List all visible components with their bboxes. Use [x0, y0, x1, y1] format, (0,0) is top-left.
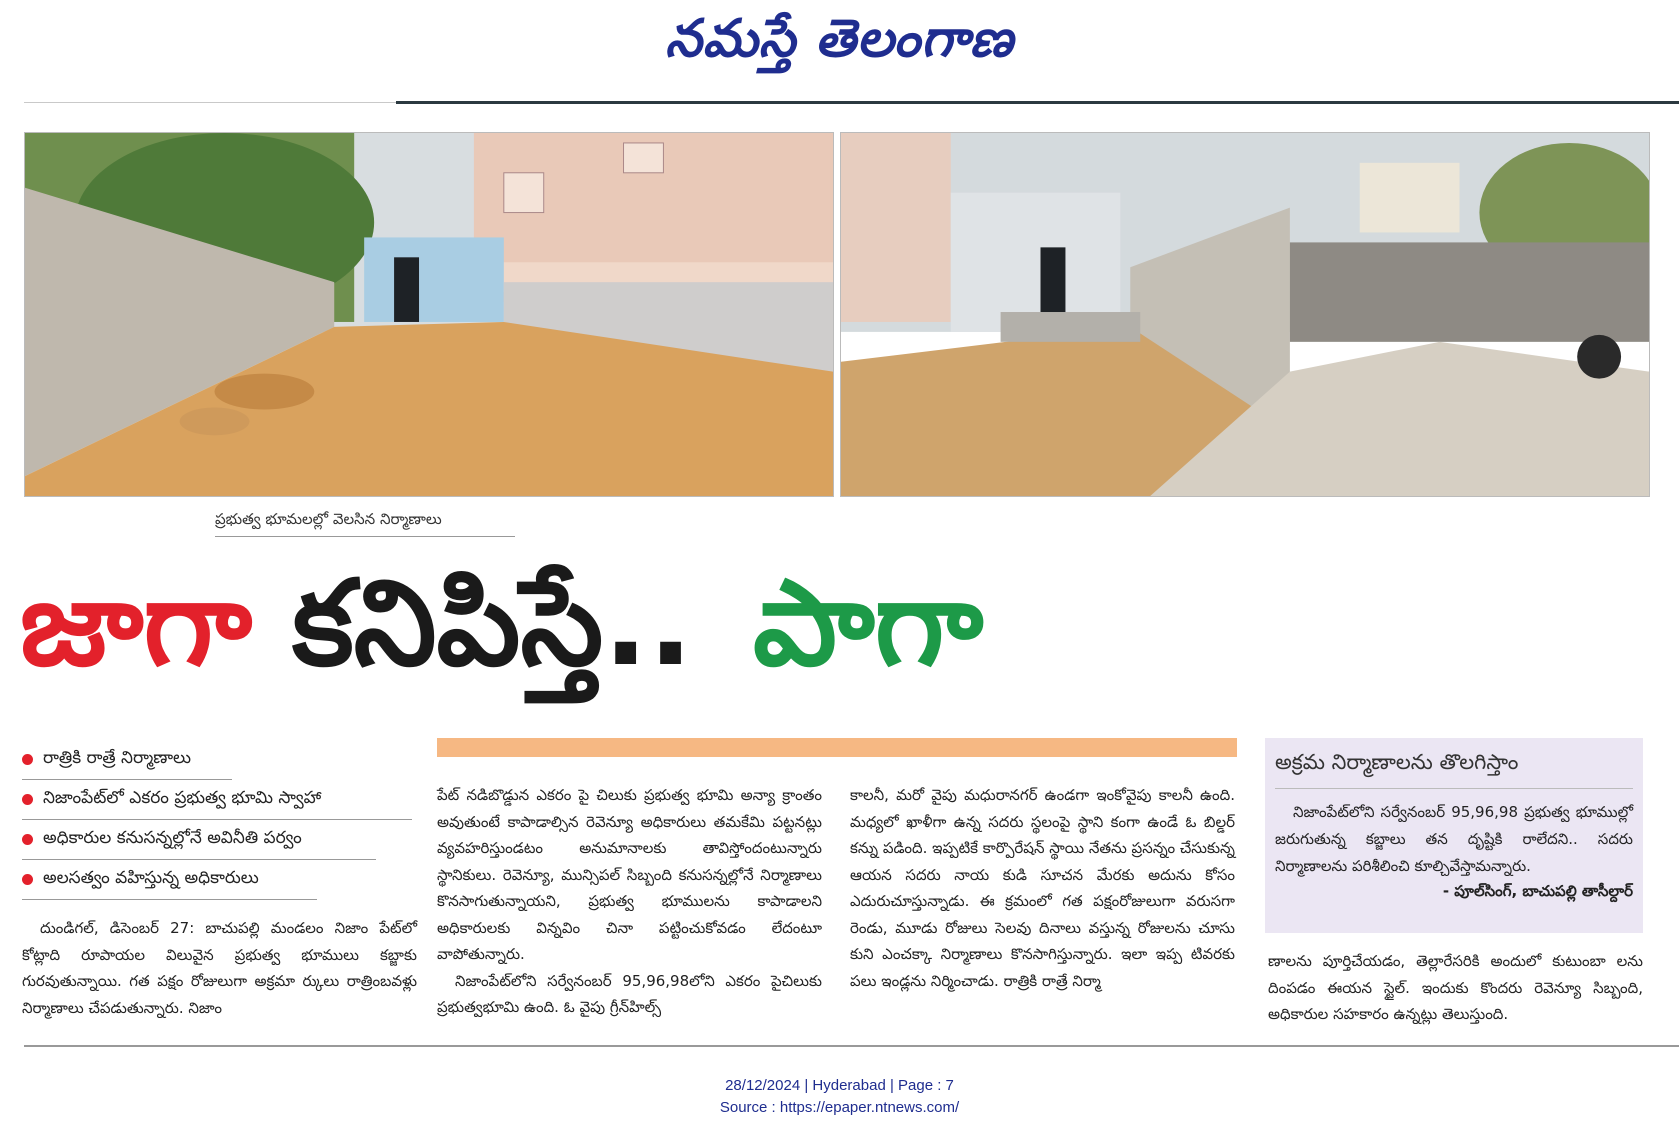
article-paragraph: కాలనీ, మరో వైపు మధురానగర్ ఉండగా ఇంకోవైపు కాలనీ ఉంది. మధ్యలో ఖాళీగా ఉన్న సదరు స్థలంపై స్థాని కంగా ఉండే ఓ బిల్డర్ కన్ను పడింది. ఇప్పటికే కార్పొరేషన్ స్థాయి నేతను ప్రసన్నం చేసుకున్న ఆయన సదరు నాయ కుడి సూచన మేరకు అదును కోసం ఎదురుచూస్తున్నాడు. ఈ క్రమంలో గత పక్షంరోజులుగా వరుసగా రెండు, మూడు రోజులు సెలవు దినాలు వస్తున్న రోజులను చూసు కుని ఎంచక్కా నిర్మాణాలు కొనసాగిస్తున్నారు. ఇలా ఇప్ప టివరకు పలు ఇండ్లను నిర్మించాడు. రాత్రికి రాత్రే నిర్మా [850, 786, 1235, 990]
construction-site-photo-right [841, 133, 1649, 496]
news-photo-right [840, 132, 1650, 497]
article-paragraph: ణాలను పూర్తిచేయడం, తెల్లారేసరికి అందులో కుటుంబా లను దింపడం ఈయన స్టైల్. ఇందుకు కొందరు రెవెన్యూ సిబ్బంది, అధికారుల సహకారం ఉన్నట్లు తెలుస్తుంది. [1268, 952, 1643, 1023]
news-photo-left [24, 132, 834, 497]
highlight-text: రాత్రికి రాత్రే నిర్మాణాలు [43, 747, 191, 768]
headline-part-red: జాగా [20, 554, 253, 692]
footer-date-line: 28/12/2024 | Hyderabad | Page : 7 [725, 1077, 954, 1094]
highlight-item [22, 740, 232, 780]
construction-site-photo-left [25, 133, 833, 496]
headline-part-black: కనిపిస్తే.. [292, 554, 693, 692]
highlight-item [22, 780, 412, 820]
masthead-divider-light [24, 102, 396, 103]
headline-part-green: పాగా [752, 554, 984, 692]
bottom-divider [24, 1045, 1679, 1047]
highlight-item [22, 860, 317, 900]
page-footer [0, 1075, 1679, 1119]
sidebar-box-signature: - పూల్‌సింగ్, బాచుపల్లి తాసీల్దార్ [1442, 882, 1633, 900]
headline [20, 548, 1670, 718]
highlight-text: అలసత్వం వహిస్తున్న అధికారులు [43, 867, 259, 888]
footer-source-line: Source : https://epaper.ntnews.com/ [719, 1099, 960, 1116]
article-column-4 [1268, 948, 1643, 1028]
bullet-dot-icon [22, 874, 33, 885]
article-column-1 [22, 915, 417, 1021]
masthead [0, 8, 1679, 80]
highlight-text: అధికారుల కనుసన్నల్లోనే అవినీతి పర్వం [43, 827, 302, 848]
masthead-divider [396, 101, 1679, 104]
sidebar-quote-box [1265, 738, 1643, 933]
sidebar-box-title: అక్రమ నిర్మాణాలను తొలగిస్తాం [1275, 750, 1633, 789]
bullet-dot-icon [22, 794, 33, 805]
decorative-orange-bar [437, 738, 1237, 757]
highlights-list [22, 740, 402, 900]
article-paragraph: నిజాంపేట్‌లోని సర్వేనంబర్ 95,96,98లోని ఎకరం పైచిలుకు ప్రభుత్వభూమి ఉంది. ఓ వైపు గ్రీన్‌హిల్స్ [437, 971, 822, 1016]
article-paragraph: పేట్ నడిబొడ్డున ఎకరం పై చిలుకు ప్రభుత్వ భూమి అన్యా క్రాంతం అవుతుంటే కాపాడాల్సిన రెవెన్యూ అధికారులు తమకేమి పట్టనట్లు వ్యవహరిస్తుండటం అనుమానాలకు తావిస్తోందంటున్నారు స్థానికులు. రెవెన్యూ, మున్సిపల్ సిబ్బంది కనుసన్నల్లోనే నిర్మాణాలు కొనసాగుతున్నాయని, ప్రభుత్వ భూములను కాపాడాలని అధికారులకు విన్నవిం చినా పట్టించుకోవడం లేదంటూ వాపోతున్నారు. [437, 786, 822, 963]
article-paragraph: దుండిగల్, డిసెంబర్ 27: బాచుపల్లి మండలం నిజాం పేట్‌లో కోట్లాది రూపాయల విలువైన ప్రభుత్వ భూములు కబ్జాకు గురవుతున్నాయి. గత పక్షం రోజులుగా అక్రమా ర్కులు రాత్రింబవళ్లు నిర్మాణాలు చేపడుతున్నారు. నిజాం [22, 919, 417, 1017]
bullet-dot-icon [22, 834, 33, 845]
article-column-3 [850, 782, 1235, 994]
highlight-text: నిజాంపేట్‌లో ఎకరం ప్రభుత్వ భూమి స్వాహా [43, 787, 322, 808]
sidebar-box-body: నిజాంపేట్‌లోని సర్వేనంబర్ 95,96,98 ప్రభుత్వ భూముల్లో జరుగుతున్న కబ్జాలు తన దృష్టికి రాలేదని.. సదరు నిర్మాణాలను పరిశీలించి కూల్చివేస్తామన్నారు. [1275, 803, 1633, 875]
bullet-dot-icon [22, 754, 33, 765]
article-column-2 [437, 782, 822, 1021]
highlight-item [22, 820, 376, 860]
photo-caption: ప్రభుత్వ భూమలల్లో వెలసిన నిర్మాణాలు [215, 510, 515, 537]
newspaper-logo: నమస్తే తెలంగాణ [665, 8, 1014, 69]
